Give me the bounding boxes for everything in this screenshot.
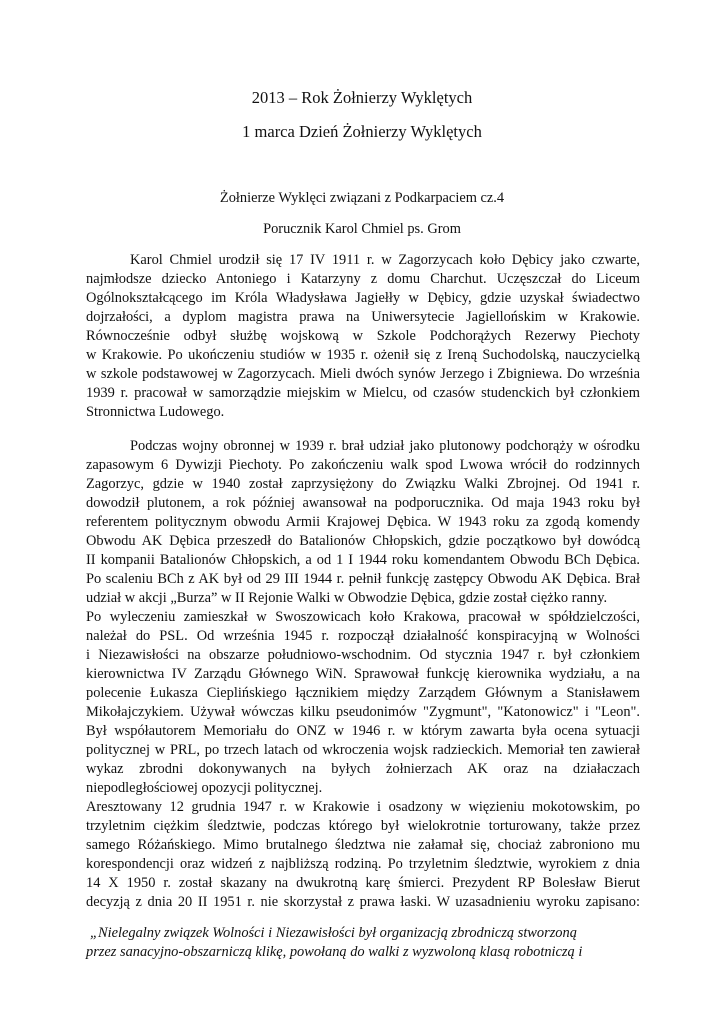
paragraph-line: trzyletnim ciężkim śledztwie, podczas którego był wielokrotnie torturowany, także przez — [86, 818, 640, 834]
paragraph-line: Równocześnie odbył służbę wojskową w Szkole Podchorążych Rezerwy Piechoty — [86, 328, 640, 344]
paragraph-line: najmłodsze dziecko Antoniego i Katarzyny z domu Charchut. Uczęszczał do Liceum — [86, 271, 640, 287]
paragraph-line: należał do PSL. Od września 1945 r. rozpoczął działalność konspiracyjną w Wolności — [86, 628, 640, 644]
paragraph-line: i Niezawisłości na obszarze południowo-wschodnim. Od stycznia 1947 r. był członkiem — [86, 647, 640, 663]
subtitle: Żołnierze Wyklęci związani z Podkarpaciem cz.4 — [219, 190, 505, 206]
paragraph-line: dowodził plutonem, a rok później awansował na podporucznika. Od maja 1943 roku był — [86, 495, 640, 511]
paragraph-line: udział w akcji „Burza” w II Rejonie Walki w Obwodzie Dębica, gdzie został ciężko ranny. — [86, 590, 608, 606]
paragraph-line: wykaz zbrodni dokonywanych na byłych żołnierzach AK oraz na działaczach — [86, 761, 640, 777]
paragraph-line: Zagorzyc, gdzie w 1940 został zaprzysiężony do Związku Walki Zbrojnej. Od 1941 r. — [86, 476, 640, 492]
paragraph-line: Karol Chmiel urodził się 17 IV 1911 r. w Zagorzycach koło Dębicy jako czwarte, — [130, 252, 640, 268]
paragraph-line: politycznej w PRL, po trzech latach od wkroczenia wojsk radzieckich. Memoriał ten zawierał — [86, 742, 640, 758]
paragraph-line: Podczas wojny obronnej w 1939 r. brał udział jako plutonowy podchorąży w ośrodku — [130, 438, 640, 454]
paragraph-line: Był współautorem Memoriału do ONZ w 1946 r. w którym zawarta była ocena sytuacji — [86, 723, 640, 739]
paragraph-line: Po scaleniu BCh z AK był od 29 III 1944 r. pełnił funkcję zastępcy Obwodu AK Dębica. Brał — [86, 571, 640, 587]
paragraph-line: kierownictwa IV Zarządu Głównego WiN. Sprawował funkcję kierownika wydziału, a na — [86, 666, 640, 682]
paragraph-line: II kompanii Batalionów Chłopskich, a od 1 I 1944 roku komendantem Obwodu BCh Dębica. — [86, 552, 640, 568]
quote-line: przez sanacyjno-obszarniczą klikę, powołaną do walki z wyzwoloną klasą robotniczą i — [86, 944, 583, 960]
title-line-1: 2013 – Rok Żołnierzy Wyklętych — [251, 88, 473, 107]
paragraph-line: dojrzałości, a dyplom magistra prawa na Uniwersytecie Jagiellońskim w Krakowie. — [86, 309, 640, 325]
paragraph-line: decyzją z dnia 20 II 1951 r. nie skorzystał z prawa łaski. W uzasadnieniu wyroku zapisano: — [86, 894, 640, 910]
paragraph-line: w szkole podstawowej w Zagorzycach. Mieli dwóch synów Jerzego i Zbigniewa. Do września — [86, 366, 640, 382]
paragraph-line: korespondencji oraz widzeń z najbliższą rodziną. Po trzyletnim śledztwie, wyrokiem z dnia — [86, 856, 640, 872]
paragraph-line: Aresztowany 12 grudnia 1947 r. w Krakowie i osadzony w więzieniu mokotowskim, po — [86, 799, 640, 815]
paragraph-line: Mikołajczykiem. Używał wówczas kilku pseudonimów "Zygmunt", "Katonowicz" i "Leon". — [86, 704, 640, 720]
paragraph-line: polecenie Łukasza Cieplińskiego łącznikiem między Zarządem Głównym a Stanisławem — [86, 685, 640, 701]
paragraph-line: 14 X 1950 r. został skazany na dwukrotną karę śmierci. Prezydent RP Bolesław Bierut — [86, 875, 640, 891]
paragraph-line: Po wyleczeniu zamieszkał w Swoszowicach koło Krakowa, pracował w spółdzielczości, — [86, 609, 640, 625]
paragraph-line: Ogólnokształcącego im Króla Władysława Jagiełły w Dębicy, gdzie uzyskał świadectwo — [86, 290, 640, 306]
paragraph-line: zapasowym 6 Dywizji Piechoty. Po zakończeniu walk spod Lwowa wrócił do rodzinnych — [86, 457, 640, 473]
quote-line: „Nielegalny związek Wolności i Niezawisłości był organizacją zbrodniczą stworzoną — [90, 925, 577, 941]
paragraph-line: referentem politycznym obwodu Armii Krajowej Dębica. W 1943 roku za zgodą komendy — [86, 514, 640, 530]
paragraph-line: Stronnictwa Ludowego. — [86, 404, 225, 420]
paragraph-line: 1939 r. pracował w samorządzie miejskim w Mielcu, od czasów studenckich był członkiem — [86, 385, 640, 401]
paragraph-line: Obwodu AK Dębica przeszedł do Batalionów Chłopskich, gdzie początkowo był dowódcą — [86, 533, 640, 549]
paragraph-line: w Krakowie. Po ukończeniu studiów w 1935 r. ożenił się z Ireną Suchodolską, nauczycielką — [86, 347, 640, 363]
paragraph-line: samego Różańskiego. Mimo brutalnego śledztwa nie załamał się, chociaż zabroniono mu — [86, 837, 640, 853]
paragraph-line: niepodległościowej opozycji politycznej. — [86, 780, 323, 796]
title-line-2: 1 marca Dzień Żołnierzy Wyklętych — [242, 122, 482, 141]
person-heading: Porucznik Karol Chmiel ps. Grom — [263, 221, 461, 237]
